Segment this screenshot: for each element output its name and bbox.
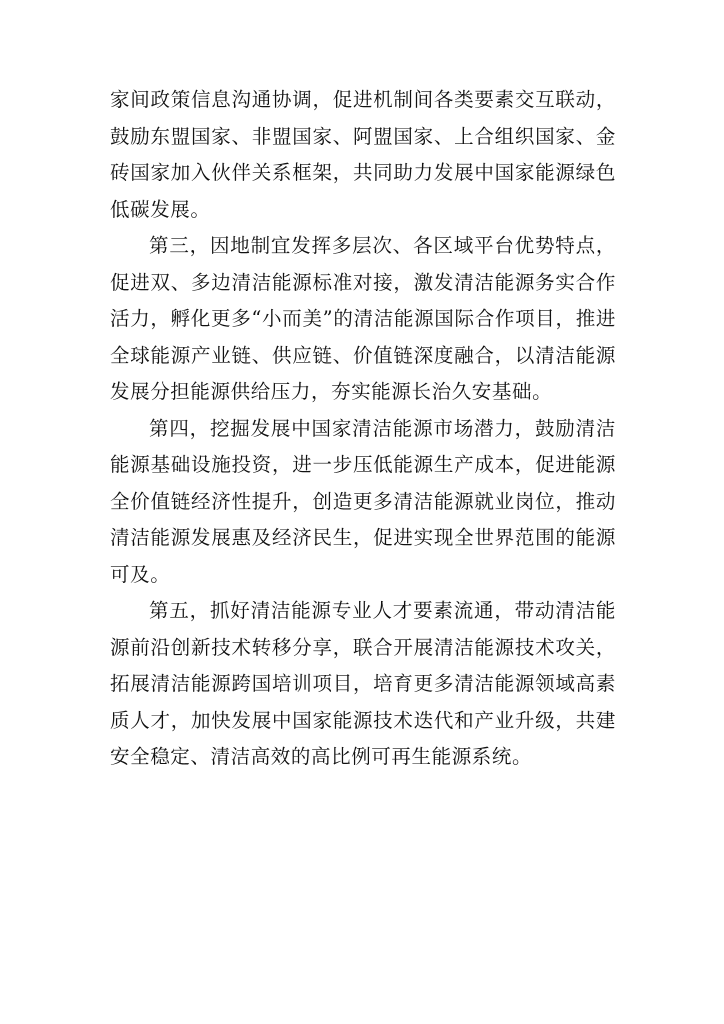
paragraph-point-three: 第三，因地制宜发挥多层次、各区域平台优势特点，促进双、多边清洁能源标准对接，激发清洁能源务实合作活力，孵化更多“小而美”的清洁能源国际合作项目，推进全球能源产业链、供应链、价值链深度融合，以清洁能源发展分担能源供给压力，夯实能源长治久安基础。 — [110, 234, 616, 403]
paragraph-point-four: 第四，挖掘发展中国家清洁能源市场潜力，鼓励清洁能源基础设施投资，进一步压低能源生产成本，促进能源全价值链经济性提升，创造更多清洁能源就业岗位，推动清洁能源发展惠及经济民生，促进实现全世界范围的能源可及。 — [110, 416, 616, 586]
paragraph-point-five: 第五，抓好清洁能源专业人才要素流通，带动清洁能源前沿创新技术转移分享，联合开展清洁能源技术攻关，拓展清洁能源跨国培训项目，培育更多清洁能源领域高素质人才，加快发展中国家能源技术迭代和产业升级，共建安全稳定、清洁高效的高比例可再生能源系统。 — [110, 599, 616, 768]
document-page — [110, 82, 616, 776]
paragraph-continuation: 家间政策信息沟通协调，促进机制间各类要素交互联动，鼓励东盟国家、非盟国家、阿盟国家、上合组织国家、金砖国家加入伙伴关系框架，共同助力发展中国家能源绿色低碳发展。 — [110, 88, 616, 221]
